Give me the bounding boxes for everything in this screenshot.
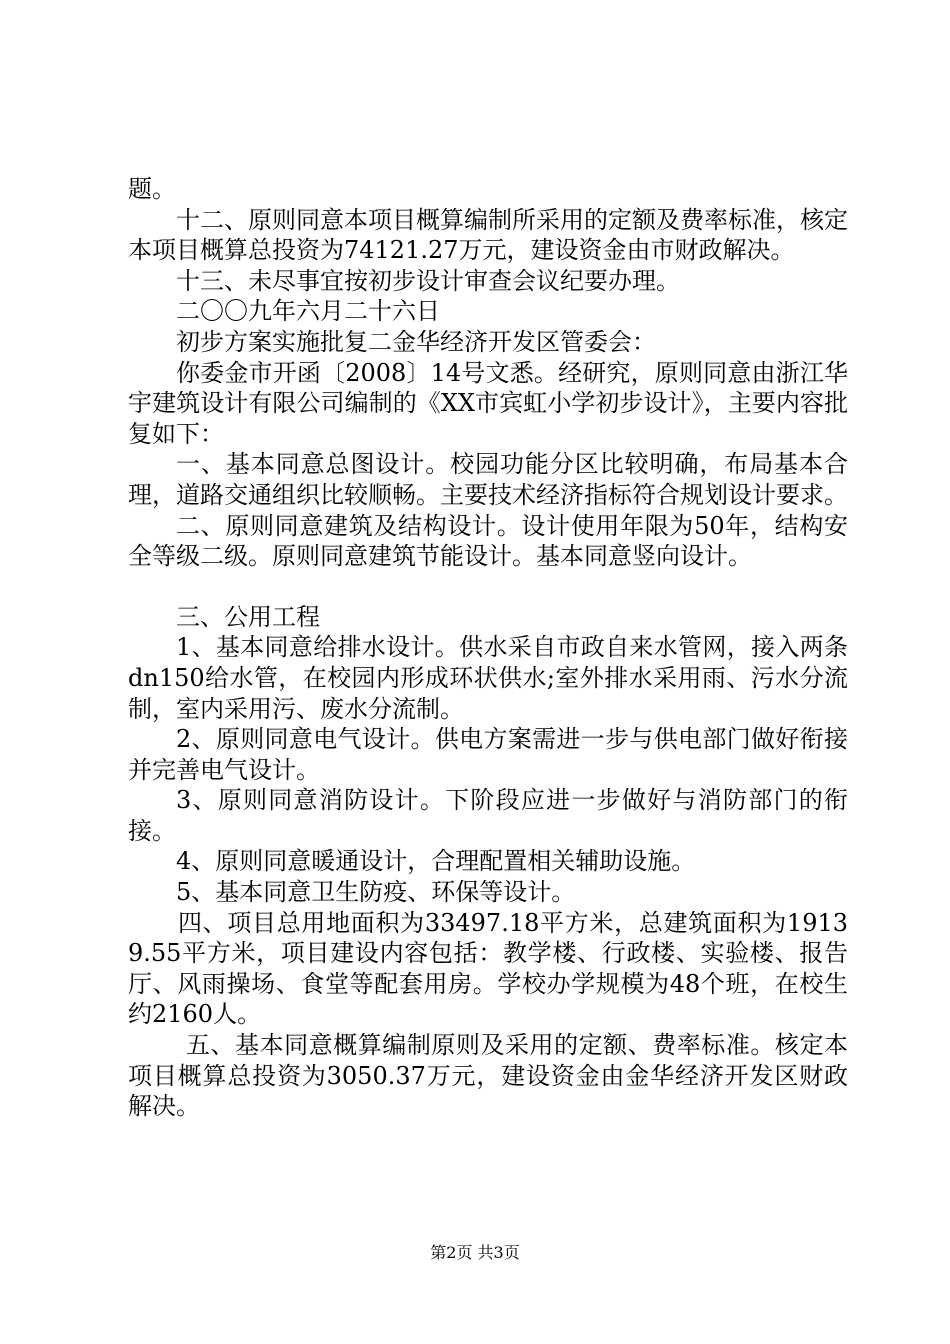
paragraph-item-12: 十二、原则同意本项目概算编制所采用的定额及费率标准，核定本项目概算总投资为74121.27万元，建设资金由市财政解决。 [128,205,848,265]
paragraph-item-13: 十三、未尽事宜按初步设计审查会议纪要办理。 [176,266,680,295]
paragraph-section-5: 五、基本同意概算编制原则及采用的定额、费率标准。核定本项目概算总投资为3050.37万元，建设资金由金华经济开发区财政解决。 [128,1031,848,1121]
paragraph-subitem-4: 4、原则同意暖通设计，合理配置相关辅助设施。 [176,847,696,876]
paragraph-subitem-1: 1、基本同意给排水设计。供水采自市政自来水管网，接入两条dn150给水管，在校园内形成环状供水;室外排水采用雨、污水分流制，室内采用污、废水分流制。 [128,633,848,723]
paragraph-addressee: 初步方案实施批复二金华经济开发区管委会： [176,327,656,356]
paragraph-section-1: 一、基本同意总图设计。校园功能分区比较明确，布局基本合理，道路交通组织比较顺畅。主要技术经济指标符合规划设计要求。 [128,450,848,509]
paragraph-date: 二〇〇九年六月二十六日 [176,297,440,326]
page-footer: 第2页 共3页 [430,1243,520,1262]
paragraph-section-3-heading: 三、公用工程 [176,602,320,631]
paragraph-section-2: 二、原则同意建筑及结构设计。设计使用年限为50年，结构安全等级二级。原则同意建筑节能设计。基本同意竖向设计。 [128,511,848,571]
paragraph-intro: 你委金市开函〔2008〕14号文悉。经研究，原则同意由浙江华宇建筑设计有限公司编制的《XX市宾虹小学初步设计》，主要内容批复如下： [128,358,848,448]
paragraph-subitem-5: 5、基本同意卫生防疫、环保等设计。 [176,878,576,907]
paragraph-subitem-2: 2、原则同意电气设计。供电方案需进一步与供电部门做好衔接并完善电气设计。 [128,725,848,784]
paragraph-continuation: 题。 [128,175,176,203]
paragraph-subitem-3: 3、原则同意消防设计。下阶段应进一步做好与消防部门的衔接。 [128,786,848,845]
paragraph-section-4: 四、项目总用地面积为33497.18平方米，总建筑面积为19139.55平方米，项目建设内容包括：教学楼、行政楼、实验楼、报告厅、风雨操场、食堂等配套用房。学校办学规模为48个班，在校生约2160人。 [128,908,848,1029]
document-body [128,174,848,1122]
